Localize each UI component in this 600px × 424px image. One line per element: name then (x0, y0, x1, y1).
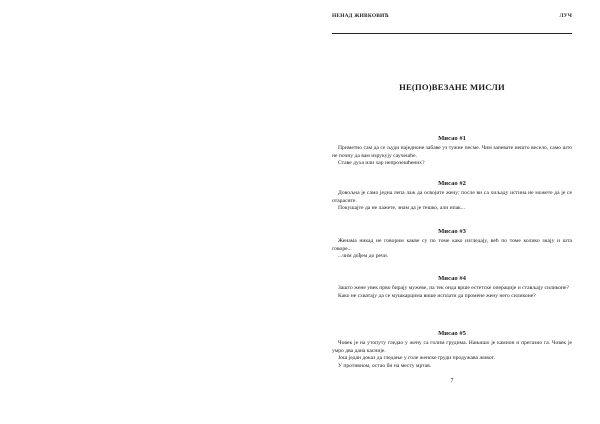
page-number: 7 (450, 378, 454, 384)
chapter-title: НЕ(ПО)ВЕЗАНЕ МИСЛИ (399, 82, 505, 92)
paragraph: Још један доказ да гледање у голе женске груди продужава живот. (338, 355, 495, 362)
paragraph: Довољна је само једна лепа лаж да освојите жену; после ви са хиљаду истина не можете да је се отарасите. (332, 190, 572, 204)
thought-2-section (332, 180, 572, 213)
paragraph: Приметио сам да се људи наједноне забаве уз тужне песме. Чим запевате нешто весело, само што не почну да вам изрукују саучешће. (332, 145, 572, 159)
thought-4-section (332, 275, 572, 300)
section-heading: Мисао #3 (438, 228, 466, 235)
section-heading: Мисао #2 (438, 180, 466, 187)
section-heading: Мисао #1 (438, 135, 466, 142)
thought-3-section (332, 228, 572, 261)
paragraph: Зашто жене увек прво бирају мужеве, па тек онда врше естетске операције и стављају силиконе? (338, 285, 569, 291)
paragraph: Како не схватају да се мушкарцима више исплати да промене жену него силиконе? (338, 292, 536, 299)
header-book-title: ЛУЧ (559, 13, 572, 19)
running-header (332, 13, 572, 23)
paragraph: Човек је на утопуту гледао у жену са голим грудима. Нањишо је камион и прегазио га. Човек је умро два дана касније. (332, 340, 572, 354)
paragraph: Женама никад не говорим какве су по томе како изгледају, већ по томе колико знају и шта говоре... (332, 238, 572, 252)
header-rule (332, 33, 572, 34)
section-heading: Мисао #5 (438, 330, 466, 337)
thought-5-section (332, 330, 572, 370)
paragraph: У противном, остао би на месту мртав. (338, 362, 432, 369)
paragraph: Ставе духа или хар непрозешћених? (338, 160, 425, 167)
header-author: НЕНАД ЖИВКОВИЋ (332, 13, 389, 19)
thought-1-section (332, 135, 572, 168)
paragraph: ...чим дођем до речи. (338, 253, 389, 260)
section-heading: Мисао #4 (438, 275, 466, 282)
paragraph: Покушајте да не лажете, знам да је тешко, али ипак... (338, 205, 465, 212)
book-page (332, 10, 572, 414)
